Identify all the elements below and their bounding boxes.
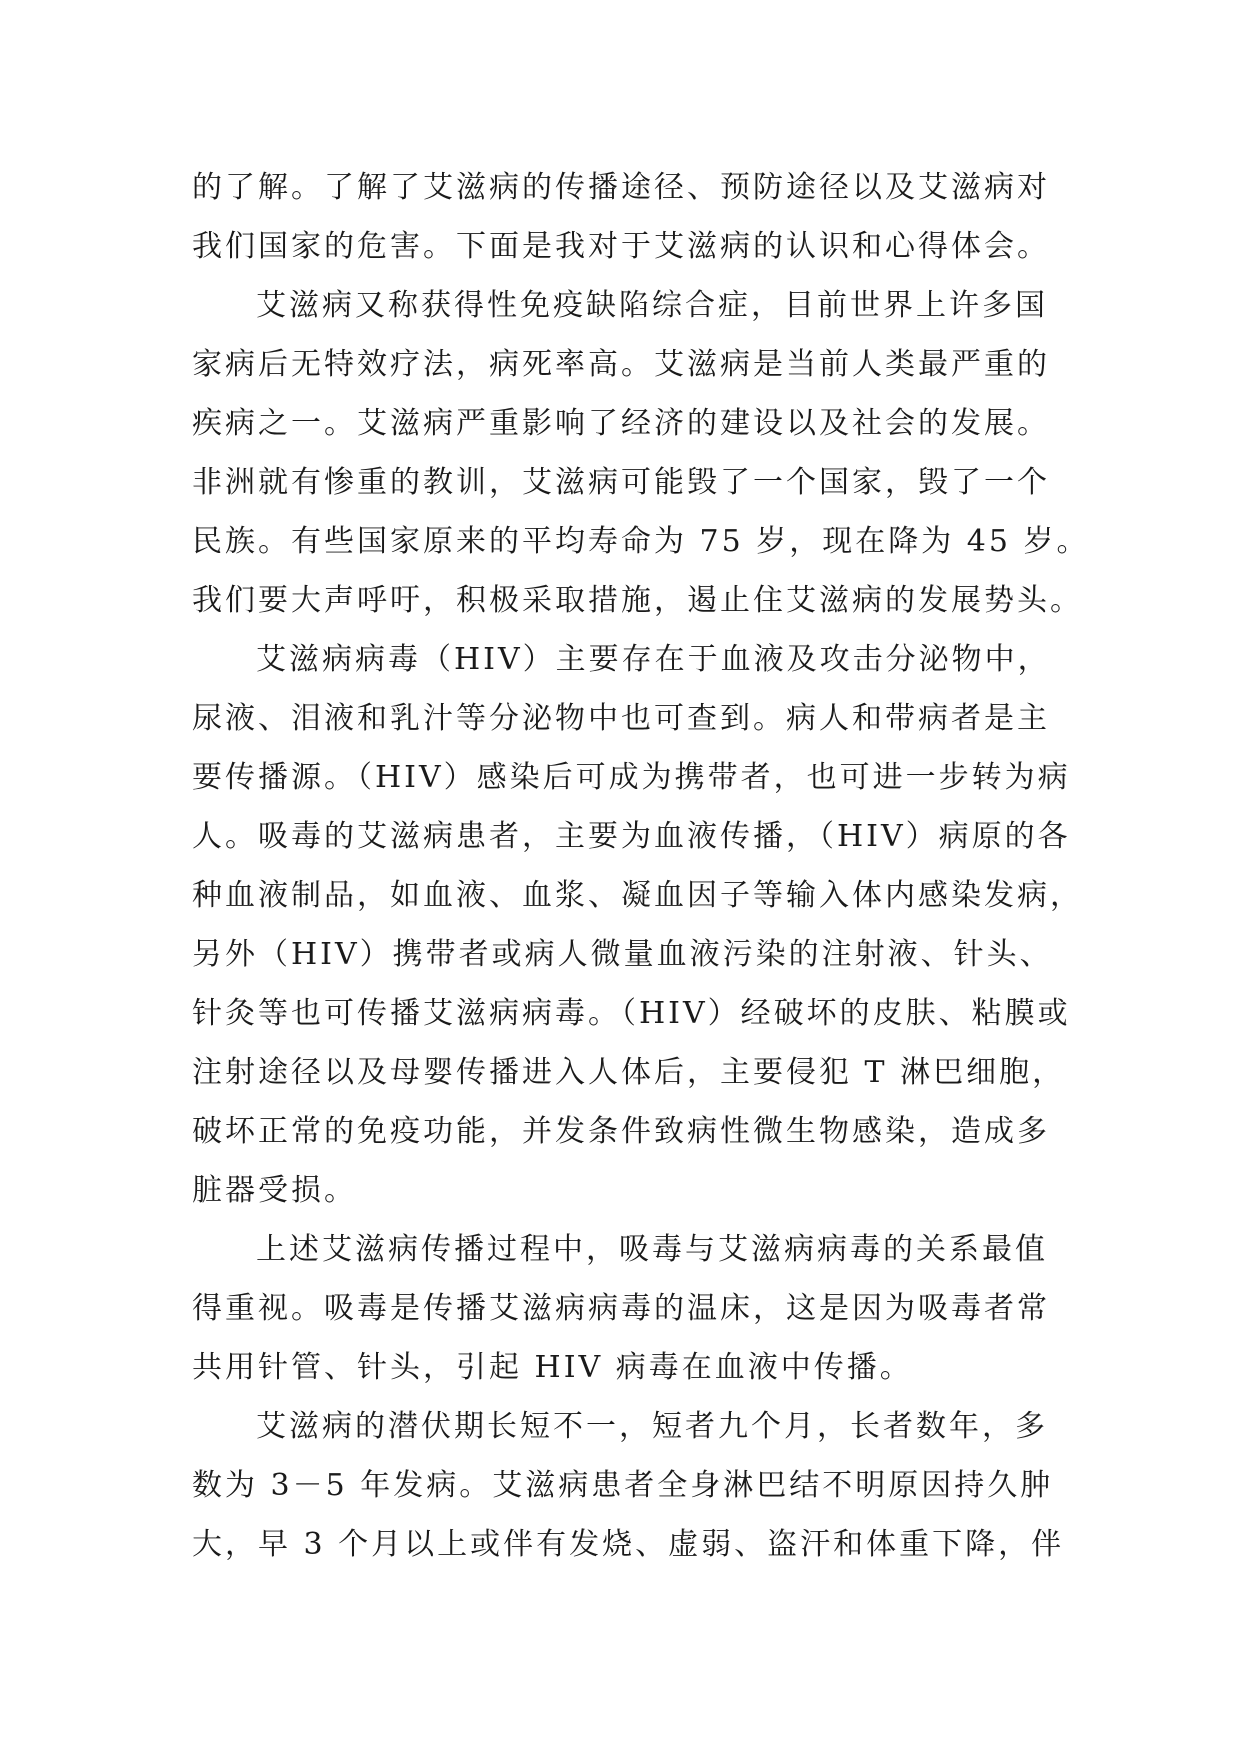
text-line: 我们国家的危害。下面是我对于艾滋病的认识和心得体会。 [192, 229, 1050, 264]
paragraph-first-line: 艾滋病的潜伏期长短不一，短者九个月，长者数年，多 [256, 1409, 1048, 1444]
text-line: 我们要大声呼吁，积极采取措施，遏止住艾滋病的发展势头。 [192, 583, 1083, 618]
text-line: 疾病之一。艾滋病严重影响了经济的建设以及社会的发展。 [192, 406, 1050, 441]
text-line: 种血液制品，如血液、血浆、凝血因子等输入体内感染发病， [192, 878, 1083, 913]
text-line: 共用针管、针头，引起 HIV 病毒在血液中传播。 [192, 1350, 913, 1385]
text-line: 尿液、泪液和乳汁等分泌物中也可查到。病人和带病者是主 [192, 701, 1050, 736]
paragraph-first-line: 艾滋病又称获得性免疫缺陷综合症，目前世界上许多国 [256, 288, 1048, 323]
text-line: 民族。有些国家原来的平均寿命为 75 岁，现在降为 45 岁。 [192, 524, 1090, 559]
paragraph-first-line: 艾滋病病毒（HIV）主要存在于血液及攻击分泌物中， [256, 642, 1051, 677]
text-line: 另外（HIV）携带者或病人微量血液污染的注射液、针头、 [192, 937, 1053, 972]
text-line: 非洲就有惨重的教训，艾滋病可能毁了一个国家，毁了一个 [192, 465, 1050, 500]
text-line: 针灸等也可传播艾滋病病毒。（HIV）经破坏的皮肤、粘膜或 [192, 996, 1071, 1031]
text-line: 脏器受损。 [192, 1173, 357, 1208]
text-line: 的了解。了解了艾滋病的传播途径、预防途径以及艾滋病对 [192, 170, 1050, 205]
text-line: 破坏正常的免疫功能，并发条件致病性微生物感染，造成多 [192, 1114, 1050, 1149]
paragraph-first-line: 上述艾滋病传播过程中，吸毒与艾滋病病毒的关系最值 [256, 1232, 1048, 1267]
document-body [192, 158, 1090, 1574]
text-line: 大，早 3 个月以上或伴有发烧、虚弱、盗汗和体重下降，伴 [192, 1527, 1065, 1562]
text-line: 家病后无特效疗法，病死率高。艾滋病是当前人类最严重的 [192, 347, 1050, 382]
text-line: 注射途径以及母婴传播进入人体后，主要侵犯 T 淋巴细胞， [192, 1055, 1066, 1090]
text-line: 得重视。吸毒是传播艾滋病病毒的温床，这是因为吸毒者常 [192, 1291, 1050, 1326]
text-line: 要传播源。（HIV）感染后可成为携带者，也可进一步转为病 [192, 760, 1071, 795]
text-line: 人。吸毒的艾滋病患者，主要为血液传播，（HIV）病原的各 [192, 819, 1071, 854]
text-line: 数为 3－5 年发病。艾滋病患者全身淋巴结不明原因持久肿 [192, 1468, 1054, 1503]
